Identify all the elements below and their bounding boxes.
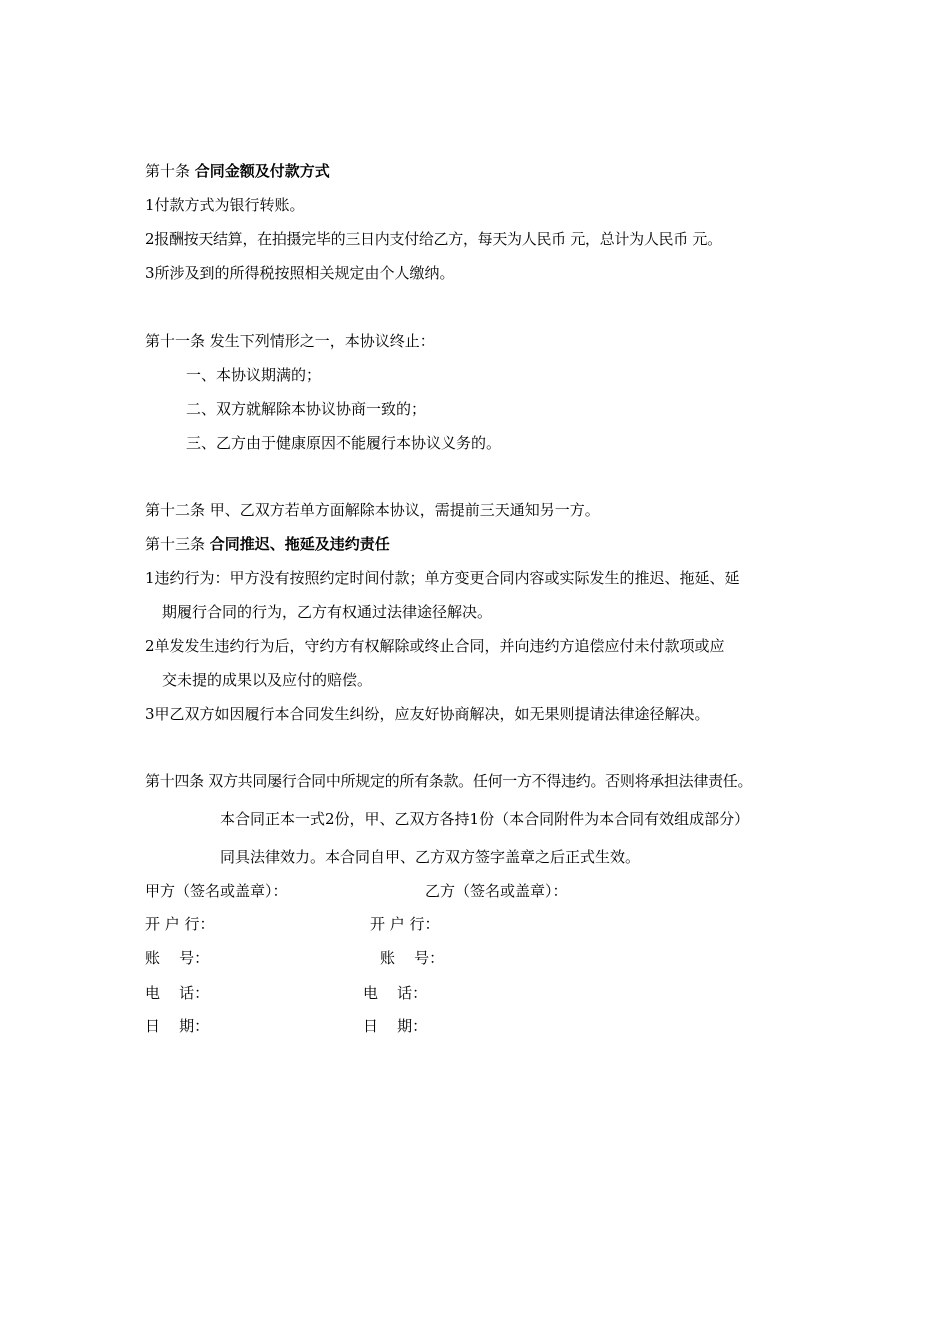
article-14-line-1: 本合同正本一式2份，甲、乙双方各持1份（本合同附件为本合同有效组成部分） [220,810,750,828]
article-13-heading [145,534,390,554]
party-a-account-label: 账 号： [145,949,210,967]
article-10-item-2: 2报酬按天结算，在拍摄完毕的三日内支付给乙方，每天为人民币 元，总计为人民币 元。 [145,230,722,248]
party-b-phone-label: 电 话： [363,984,428,1002]
article-13-line-3: 2单发发生违约行为后，守约方有权解除或终止合同，并向违约方追偿应付未付款项或应 [145,637,725,655]
party-b-signature-label: 乙方（签名或盖章）： [425,882,568,900]
party-b-account-label: 账 号： [380,949,445,967]
article-10-prefix: 第十条 [145,162,191,180]
article-13-title: 合同推迟、拖延及违约责任 [209,535,390,553]
party-a-bank-label: 开 户 行： [145,915,215,933]
article-10-item-3: 3所涉及到的所得税按照相关规定由个人缴纳。 [145,264,455,282]
article-11-item-2: 二、双方就解除本协议协商一致的； [186,400,427,418]
party-b-bank-label: 开 户 行： [370,915,440,933]
article-14-text: 第十四条 双方共同屡行合同中所规定的所有条款。任何一方不得违约。否则将承担法律责任。 [145,772,753,790]
article-13-line-4: 交未提的成果以及应付的赔偿。 [162,671,373,689]
article-13-prefix: 第十三条 [145,535,206,553]
party-b-date-label: 日 期： [363,1017,428,1035]
article-10-item-1: 1付款方式为银行转账。 [145,196,305,214]
article-11-heading: 第十一条 发生下列情形之一，本协议终止： [145,332,435,350]
party-a-signature-label: 甲方（签名或盖章）： [145,882,288,900]
article-11-item-1: 一、本协议期满的； [186,366,322,384]
article-13-line-5: 3甲乙双方如因履行本合同发生纠纷，应友好协商解决，如无果则提请法律途径解决。 [145,705,710,723]
article-10-heading [145,161,330,181]
party-a-phone-label: 电 话： [145,984,210,1002]
article-11-item-3: 三、乙方由于健康原因不能履行本协议义务的。 [186,434,502,452]
article-12-text: 第十二条 甲、乙双方若单方面解除本协议，需提前三天通知另一方。 [145,501,600,519]
party-a-date-label: 日 期： [145,1017,210,1035]
article-13-line-2: 期履行合同的行为，乙方有权通过法律途径解决。 [162,603,493,621]
article-13-line-1: 1违约行为：甲方没有按照约定时间付款；单方变更合同内容或实际发生的推迟、拖延、延 [145,569,740,587]
article-14-line-2: 同具法律效力。本合同自甲、乙方双方签字盖章之后正式生效。 [220,848,641,866]
article-10-title: 合同金额及付款方式 [194,162,330,180]
